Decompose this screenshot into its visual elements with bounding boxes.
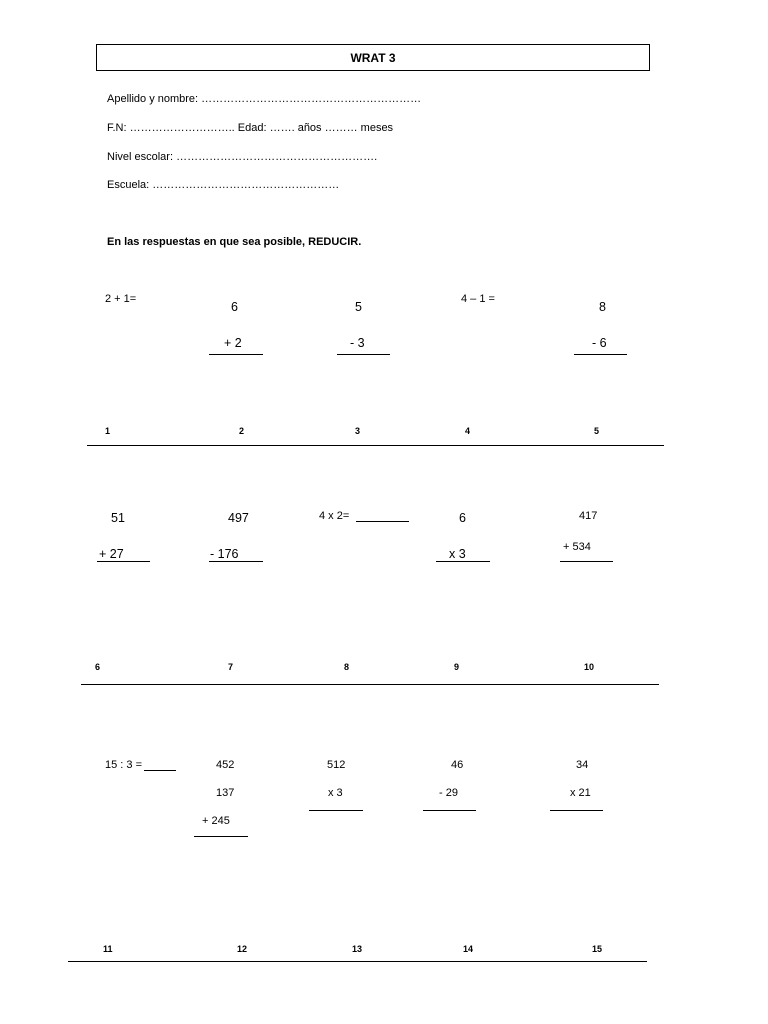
problem-8: 4 x 2= <box>319 510 350 522</box>
problem-12-line-2: 137 <box>216 787 235 799</box>
problem-10-underline <box>560 561 613 562</box>
problem-7-bottom: - 176 <box>210 547 239 561</box>
problem-6-bottom: + 27 <box>99 547 124 561</box>
item-number-4: 4 <box>465 426 471 436</box>
item-number-6: 6 <box>95 662 101 672</box>
problem-7-underline <box>209 561 263 562</box>
problem-9-top: 6 <box>459 511 466 525</box>
item-number-14: 14 <box>463 944 474 954</box>
problem-6-underline <box>97 561 150 562</box>
problem-14-bottom: - 29 <box>439 787 458 799</box>
problem-15-underline <box>550 810 603 811</box>
problem-1: 2 + 1= <box>105 293 137 305</box>
problem-9-bottom: x 3 <box>449 547 466 561</box>
problem-3-bottom: - 3 <box>350 336 365 350</box>
problem-5-bottom: - 6 <box>592 336 607 350</box>
item-number-2: 2 <box>239 426 245 436</box>
problem-12-line-1: 452 <box>216 759 235 771</box>
problem-3-underline <box>337 354 390 355</box>
item-number-5: 5 <box>594 426 600 436</box>
item-number-10: 10 <box>584 662 595 672</box>
item-number-8: 8 <box>344 662 350 672</box>
item-number-11: 11 <box>103 944 113 954</box>
problem-9-underline <box>436 561 490 562</box>
problem-2-top: 6 <box>231 300 238 314</box>
problem-4: 4 – 1 = <box>461 293 495 305</box>
problem-12-line-3: + 245 <box>202 815 230 827</box>
item-number-1: 1 <box>105 426 111 436</box>
problem-13-bottom: x 3 <box>328 787 343 799</box>
title-box <box>96 44 650 71</box>
page-title: WRAT 3 <box>350 51 396 65</box>
problem-8-answer-line <box>356 521 409 522</box>
problem-11: 15 : 3 = <box>105 759 143 771</box>
problem-2-bottom: + 2 <box>224 336 242 350</box>
problem-10-bottom: + 534 <box>563 541 591 553</box>
item-number-3: 3 <box>355 426 361 436</box>
item-number-7: 7 <box>228 662 234 672</box>
problem-11-answer-line <box>144 770 176 771</box>
problem-14-top: 46 <box>451 759 464 771</box>
problem-10-top: 417 <box>579 510 598 522</box>
row-separator-2 <box>81 684 659 685</box>
name-field: Apellido y nombre: …………………………………………………… <box>107 93 422 105</box>
problem-13-underline <box>309 810 363 811</box>
problem-12-underline <box>194 836 248 837</box>
fn-age-field: F.N: ……………………….. Edad: ……. años ……… meses <box>107 122 394 134</box>
problem-6-top: 51 <box>111 511 125 525</box>
problem-14-underline <box>423 810 476 811</box>
item-number-13: 13 <box>352 944 363 954</box>
instruction: En las respuestas en que sea posible, REDUCIR. <box>107 236 362 248</box>
problem-7-top: 497 <box>228 511 249 525</box>
school-field: Escuela: …………………………………………… <box>107 179 340 191</box>
row-separator-1 <box>87 445 664 446</box>
problem-2-underline <box>209 354 263 355</box>
school-level-field: Nivel escolar: ………………………………………………. <box>107 151 378 163</box>
problem-13-top: 512 <box>327 759 346 771</box>
item-number-12: 12 <box>237 944 248 954</box>
problem-15-top: 34 <box>576 759 589 771</box>
problem-5-top: 8 <box>599 300 606 314</box>
problem-15-bottom: x 21 <box>570 787 591 799</box>
problem-3-top: 5 <box>355 300 362 314</box>
item-number-9: 9 <box>454 662 460 672</box>
row-separator-3 <box>68 961 647 962</box>
problem-5-underline <box>574 354 627 355</box>
item-number-15: 15 <box>592 944 603 954</box>
